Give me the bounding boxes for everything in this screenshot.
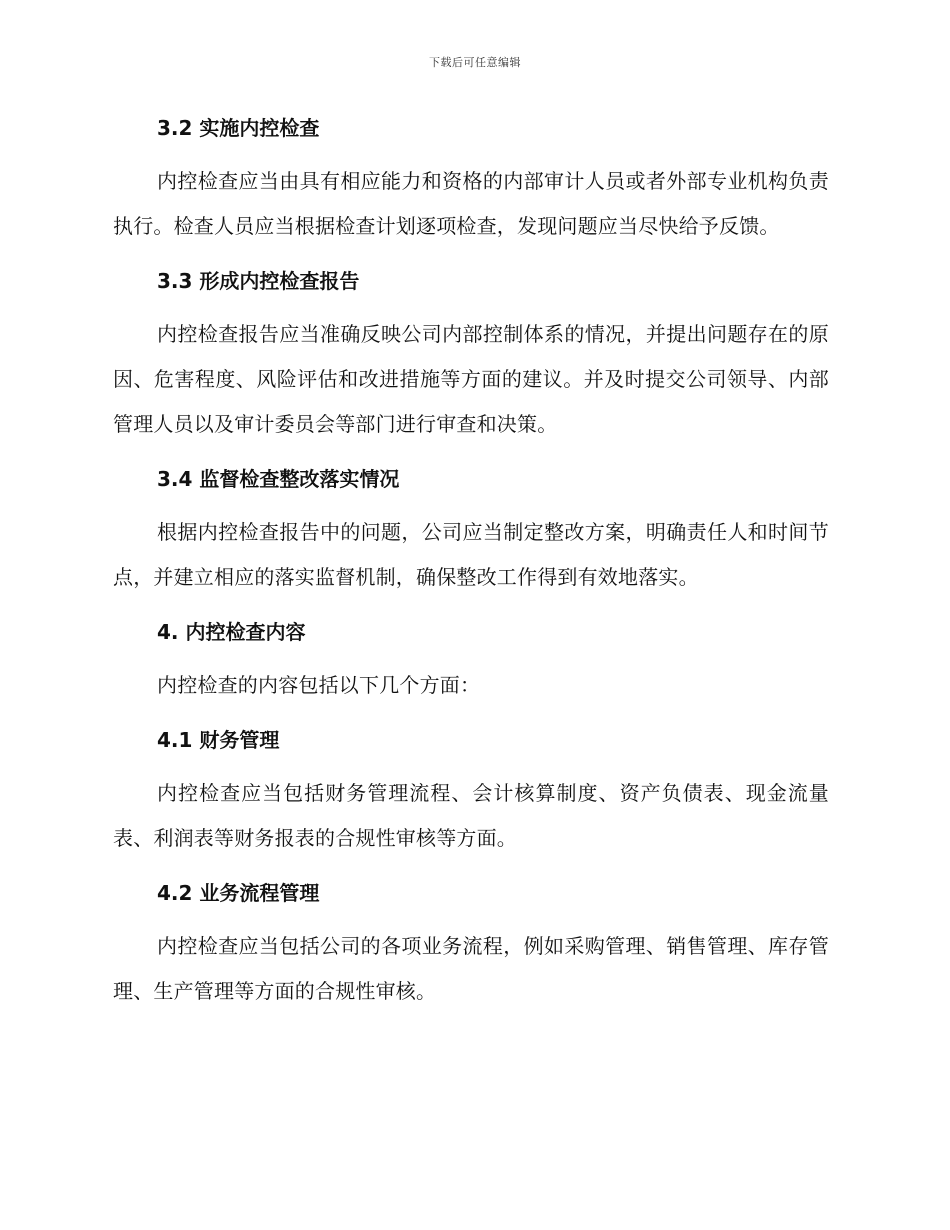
section-paragraph-4-2: 内控检查应当包括公司的各项业务流程，例如采购管理、销售管理、库存管理、生产管理等方面的合规性审核。 xyxy=(113,934,829,1003)
section-paragraph-3-2: 内控检查应当由具有相应能力和资格的内部审计人员或者外部专业机构负责执行。检查人员应当根据检查计划逐项检查，发现问题应当尽快给予反馈。 xyxy=(113,169,829,238)
section-paragraph-3-4: 根据内控检查报告中的问题，公司应当制定整改方案，明确责任人和时间节点，并建立相应的落实监督机制，确保整改工作得到有效地落实。 xyxy=(113,520,829,589)
section-heading-3-2: 3.2 实施内控检查 xyxy=(157,116,320,140)
section-heading-4-1: 4.1 财务管理 xyxy=(157,728,280,752)
page-header-note: 下载后可任意编辑 xyxy=(429,56,521,69)
section-paragraph-4: 内控检查的内容包括以下几个方面： xyxy=(157,673,481,697)
section-heading-3-4: 3.4 监督检查整改落实情况 xyxy=(157,467,400,491)
document-body xyxy=(113,110,829,1014)
section-paragraph-4-1: 内控检查应当包括财务管理流程、会计核算制度、资产负债表、现金流量表、利润表等财务报表的合规性审核等方面。 xyxy=(113,781,829,850)
section-heading-4-2: 4.2 业务流程管理 xyxy=(157,881,320,905)
section-paragraph-3-3: 内控检查报告应当准确反映公司内部控制体系的情况，并提出问题存在的原因、危害程度、风险评估和改进措施等方面的建议。并及时提交公司领导、内部管理人员以及审计委员会等部门进行审查和决策。 xyxy=(113,322,829,436)
section-heading-4: 4. 内控检查内容 xyxy=(157,620,306,644)
section-heading-3-3: 3.3 形成内控检查报告 xyxy=(157,269,360,293)
